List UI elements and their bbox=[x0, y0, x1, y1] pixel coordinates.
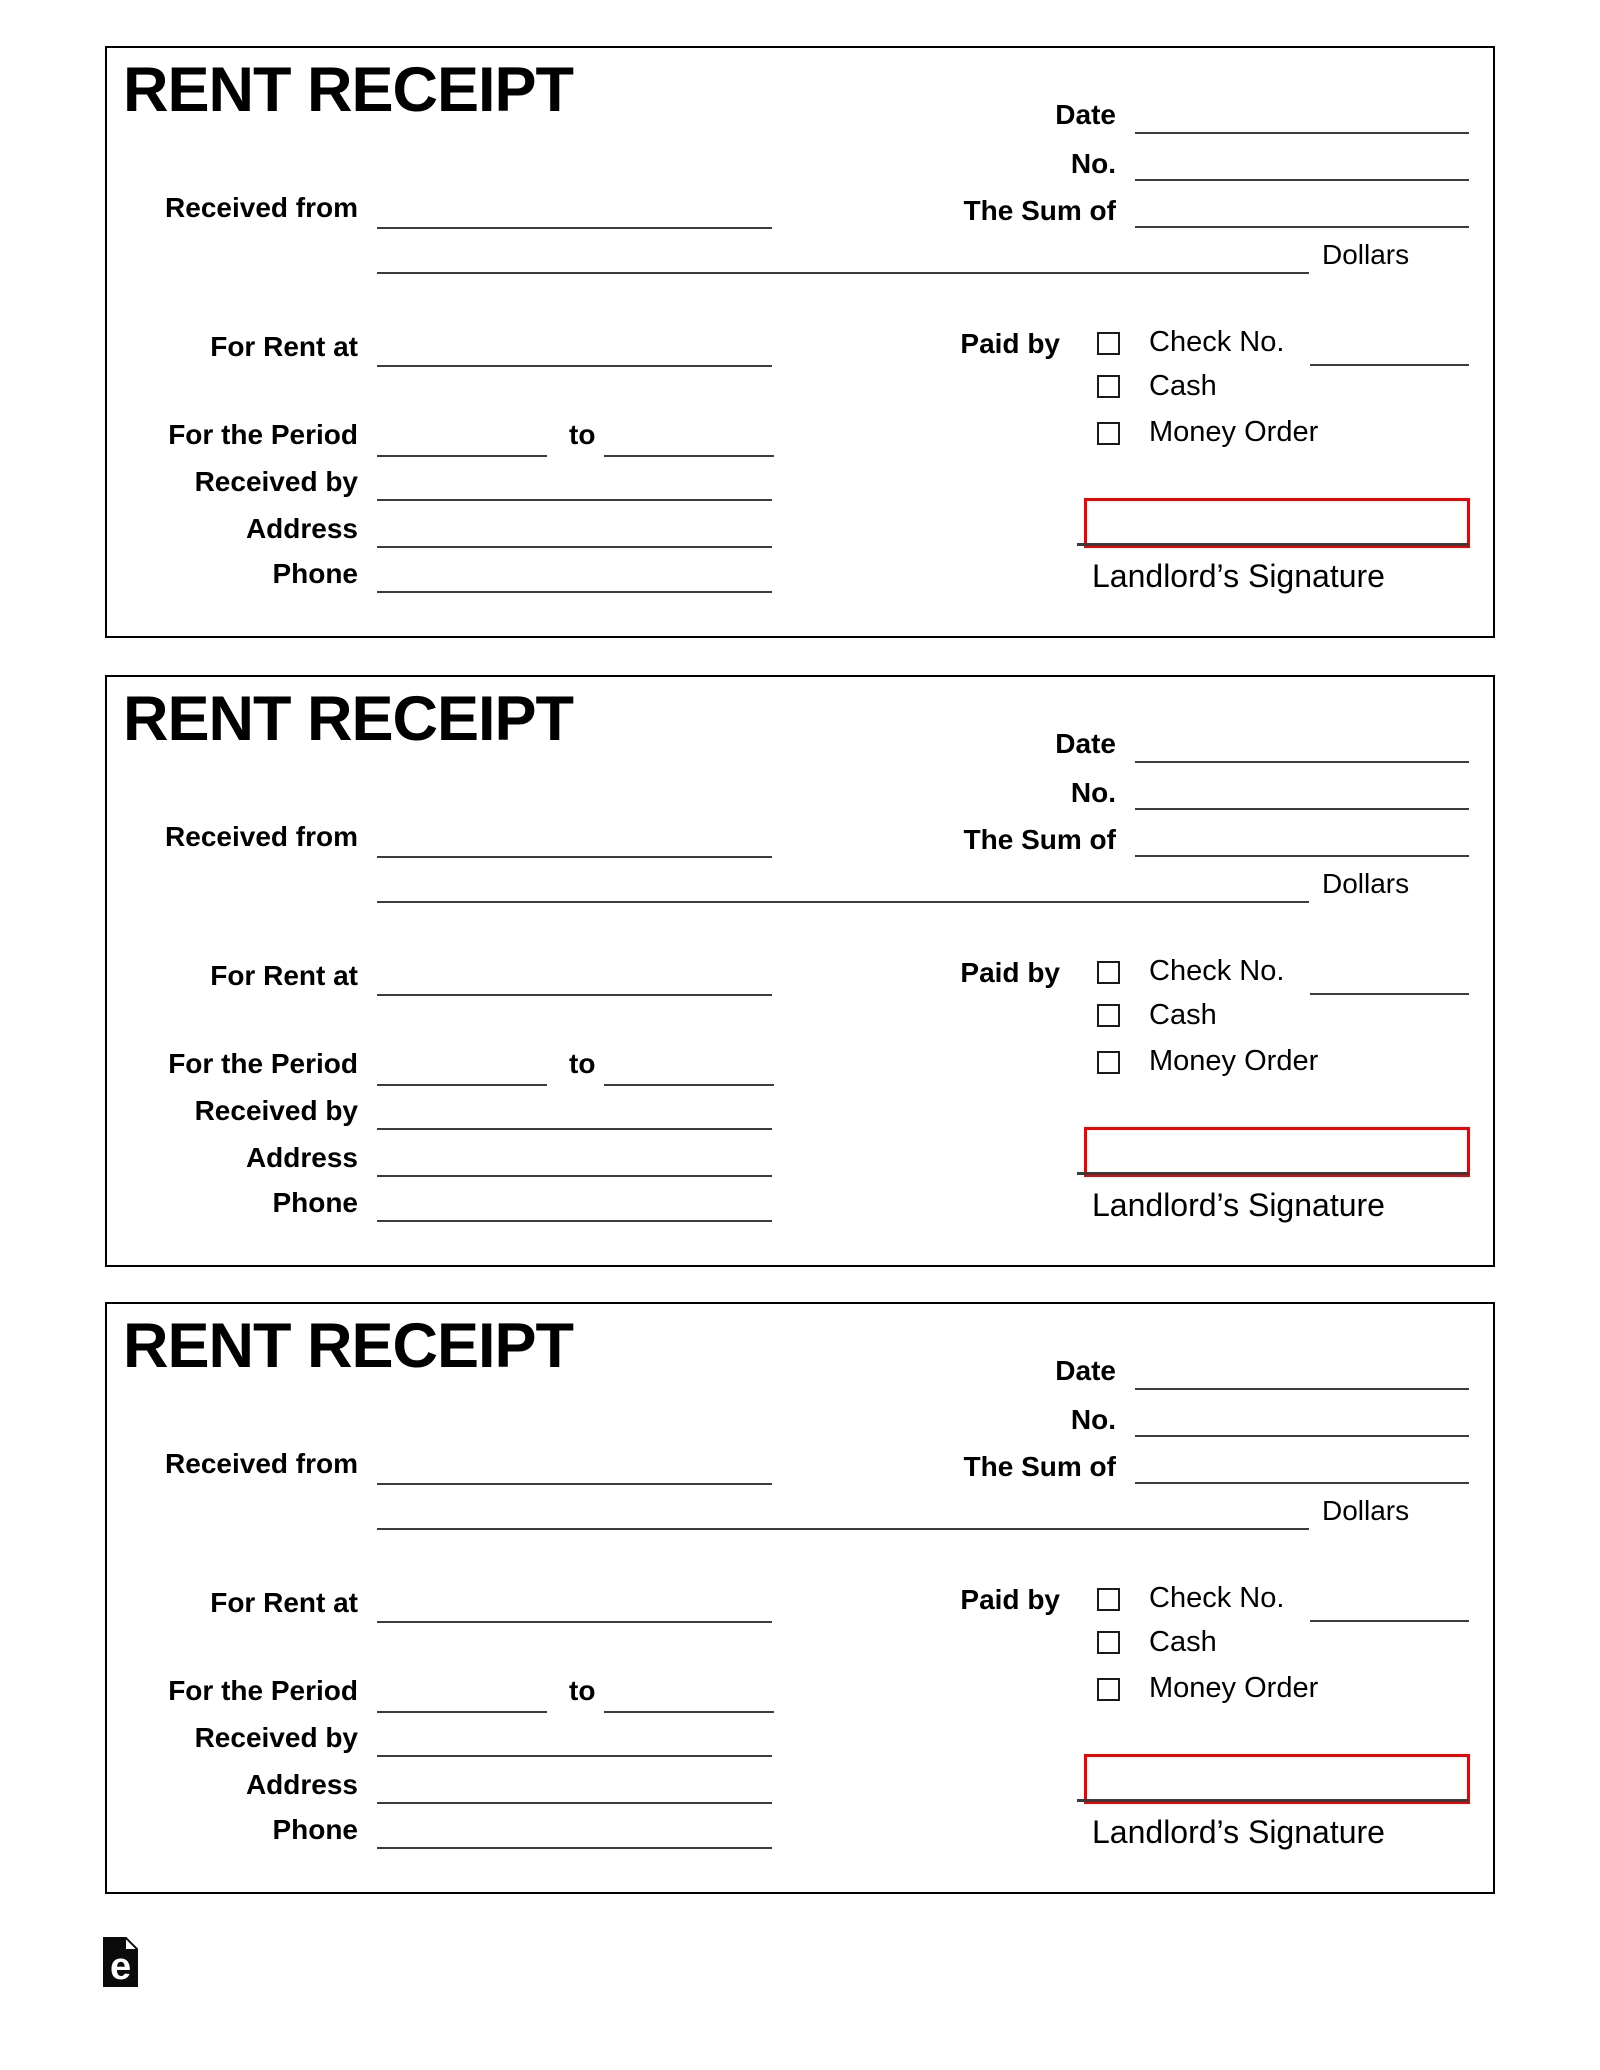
received-by-label: Received by bbox=[194, 466, 358, 497]
paid-by-checkbox-money-order[interactable] bbox=[1097, 1051, 1120, 1074]
paid-by-checkbox-money-order[interactable] bbox=[1097, 1678, 1120, 1701]
landlords-signature-label: Landlord’s Signature bbox=[1092, 1814, 1385, 1850]
phone-label: Phone bbox=[272, 1814, 358, 1845]
sum-in-words-input-line[interactable] bbox=[377, 1528, 1309, 1530]
phone-label: Phone bbox=[272, 1187, 358, 1218]
to-label: to bbox=[569, 1675, 596, 1706]
check-no-input-line[interactable] bbox=[1310, 993, 1469, 995]
sum-in-words-input-line[interactable] bbox=[377, 272, 1309, 274]
received-from-label: Received from bbox=[165, 821, 358, 852]
received-from-input-line[interactable] bbox=[377, 227, 772, 229]
paid-by-label: Paid by bbox=[960, 328, 1060, 359]
for-the-period-label: For the Period bbox=[168, 419, 358, 450]
address-input-line[interactable] bbox=[377, 1175, 772, 1177]
address-label: Address bbox=[245, 513, 358, 544]
signature-underline bbox=[1077, 1799, 1469, 1802]
paid-by-option-money-order-label: Money Order bbox=[1149, 1045, 1319, 1077]
paid-by-checkbox-money-order[interactable] bbox=[1097, 422, 1120, 445]
paid-by-label: Paid by bbox=[960, 957, 1060, 988]
period-to-input-line[interactable] bbox=[604, 455, 774, 457]
received-by-input-line[interactable] bbox=[377, 1755, 772, 1757]
period-from-input-line[interactable] bbox=[377, 1084, 547, 1086]
receipt-title: RENT RECEIPT bbox=[123, 55, 574, 125]
check-no-input-line[interactable] bbox=[1310, 364, 1469, 366]
sum-input-line[interactable] bbox=[1135, 226, 1469, 228]
paid-by-label: Paid by bbox=[960, 1584, 1060, 1615]
paid-by-checkbox-cash[interactable] bbox=[1097, 1631, 1120, 1654]
received-from-input-line[interactable] bbox=[377, 1483, 772, 1485]
received-by-label: Received by bbox=[194, 1722, 358, 1753]
sum-input-line[interactable] bbox=[1135, 855, 1469, 857]
dollars-label: Dollars bbox=[1322, 868, 1410, 899]
rent-receipt-block bbox=[105, 675, 1495, 1267]
paid-by-checkbox-cash[interactable] bbox=[1097, 375, 1120, 398]
receipt-number-input-line[interactable] bbox=[1135, 808, 1469, 810]
for-the-period-label: For the Period bbox=[168, 1048, 358, 1079]
received-by-label: Received by bbox=[194, 1095, 358, 1126]
paid-by-checkbox-check[interactable] bbox=[1097, 961, 1120, 984]
receipt-number-label: No. bbox=[1070, 777, 1116, 808]
receipt-number-input-line[interactable] bbox=[1135, 1435, 1469, 1437]
paid-by-option-check-label: Check No. bbox=[1149, 326, 1285, 358]
landlords-signature-label: Landlord’s Signature bbox=[1092, 558, 1385, 594]
paid-by-checkbox-check[interactable] bbox=[1097, 332, 1120, 355]
paid-by-option-money-order-label: Money Order bbox=[1149, 1672, 1319, 1704]
phone-input-line[interactable] bbox=[377, 1847, 772, 1849]
receipt-number-label: No. bbox=[1070, 148, 1116, 179]
period-to-input-line[interactable] bbox=[604, 1084, 774, 1086]
received-from-label: Received from bbox=[165, 1448, 358, 1479]
landlords-signature-label: Landlord’s Signature bbox=[1092, 1187, 1385, 1223]
sum-in-words-input-line[interactable] bbox=[377, 901, 1309, 903]
signature-box[interactable] bbox=[1084, 498, 1470, 548]
paid-by-option-cash-label: Cash bbox=[1149, 999, 1217, 1031]
for-the-period-label: For the Period bbox=[168, 1675, 358, 1706]
paid-by-option-money-order-label: Money Order bbox=[1149, 416, 1319, 448]
eforms-logo bbox=[103, 1937, 138, 1987]
for-rent-at-input-line[interactable] bbox=[377, 365, 772, 367]
paid-by-checkbox-cash[interactable] bbox=[1097, 1004, 1120, 1027]
period-from-input-line[interactable] bbox=[377, 455, 547, 457]
signature-box[interactable] bbox=[1084, 1127, 1470, 1177]
sum-label: The Sum of bbox=[963, 195, 1116, 226]
logo-letter: e bbox=[110, 1946, 132, 1987]
signature-underline bbox=[1077, 543, 1469, 546]
phone-input-line[interactable] bbox=[377, 1220, 772, 1222]
date-input-line[interactable] bbox=[1135, 1388, 1469, 1390]
for-rent-at-input-line[interactable] bbox=[377, 994, 772, 996]
address-input-line[interactable] bbox=[377, 1802, 772, 1804]
received-by-input-line[interactable] bbox=[377, 1128, 772, 1130]
for-rent-at-label: For Rent at bbox=[210, 1587, 358, 1618]
date-input-line[interactable] bbox=[1135, 132, 1469, 134]
date-label: Date bbox=[1055, 728, 1116, 759]
receipt-number-label: No. bbox=[1070, 1404, 1116, 1435]
address-label: Address bbox=[245, 1769, 358, 1800]
paid-by-option-cash-label: Cash bbox=[1149, 370, 1217, 402]
phone-label: Phone bbox=[272, 558, 358, 589]
signature-box[interactable] bbox=[1084, 1754, 1470, 1804]
signature-underline bbox=[1077, 1172, 1469, 1175]
for-rent-at-input-line[interactable] bbox=[377, 1621, 772, 1623]
period-from-input-line[interactable] bbox=[377, 1711, 547, 1713]
dollars-label: Dollars bbox=[1322, 1495, 1410, 1526]
receipt-title: RENT RECEIPT bbox=[123, 684, 574, 754]
paid-by-option-cash-label: Cash bbox=[1149, 1626, 1217, 1658]
sum-label: The Sum of bbox=[963, 824, 1116, 855]
receipt-title: RENT RECEIPT bbox=[123, 1311, 574, 1381]
for-rent-at-label: For Rent at bbox=[210, 960, 358, 991]
address-input-line[interactable] bbox=[377, 546, 772, 548]
phone-input-line[interactable] bbox=[377, 591, 772, 593]
sum-label: The Sum of bbox=[963, 1451, 1116, 1482]
paid-by-option-check-label: Check No. bbox=[1149, 1582, 1285, 1614]
to-label: to bbox=[569, 419, 596, 450]
paid-by-option-check-label: Check No. bbox=[1149, 955, 1285, 987]
date-input-line[interactable] bbox=[1135, 761, 1469, 763]
period-to-input-line[interactable] bbox=[604, 1711, 774, 1713]
received-by-input-line[interactable] bbox=[377, 499, 772, 501]
paid-by-checkbox-check[interactable] bbox=[1097, 1588, 1120, 1611]
received-from-input-line[interactable] bbox=[377, 856, 772, 858]
check-no-input-line[interactable] bbox=[1310, 1620, 1469, 1622]
received-from-label: Received from bbox=[165, 192, 358, 223]
for-rent-at-label: For Rent at bbox=[210, 331, 358, 362]
rent-receipt-block bbox=[105, 1302, 1495, 1894]
dollars-label: Dollars bbox=[1322, 239, 1410, 270]
receipt-number-input-line[interactable] bbox=[1135, 179, 1469, 181]
rent-receipt-block bbox=[105, 46, 1495, 638]
date-label: Date bbox=[1055, 99, 1116, 130]
address-label: Address bbox=[245, 1142, 358, 1173]
sum-input-line[interactable] bbox=[1135, 1482, 1469, 1484]
to-label: to bbox=[569, 1048, 596, 1079]
date-label: Date bbox=[1055, 1355, 1116, 1386]
